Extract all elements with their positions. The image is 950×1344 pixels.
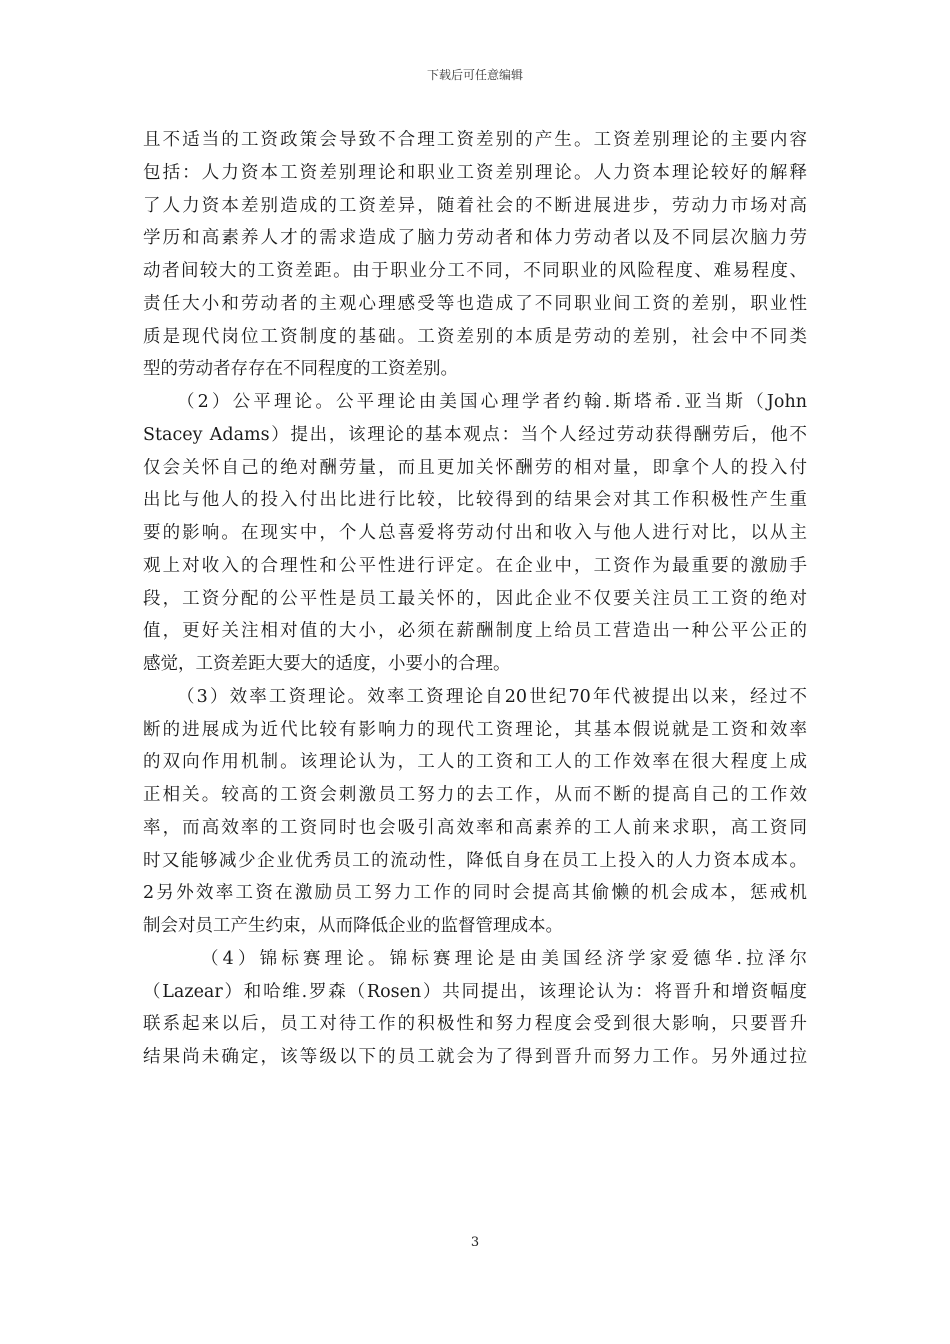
text-line: 了人力资本差别造成的工资差异，随着社会的不断进展进步，劳动力市场对高 [143, 195, 807, 216]
text-line: 学历和高素养人才的需求造成了脑力劳动者和体力劳动者以及不同层次脑力劳 [143, 228, 807, 249]
text-line: 包括：人力资本工资差别理论和职业工资差别理论。人力资本理论较好的解释 [143, 162, 807, 183]
page-number: 3 [470, 1235, 480, 1250]
text-line: 要的影响。在现实中，个人总喜爱将劳动付出和收入与他人进行对比，以从主 [143, 523, 807, 543]
text-line: 段，工资分配的公平性是员工最关怀的，因此企业不仅要关注员工工资的绝对 [143, 588, 807, 609]
text-line: 2另外效率工资在激励员工努力工作的同时会提高其偷懒的机会成本，惩戒机 [143, 883, 807, 904]
page-header: 下载后可任意编辑 [426, 68, 523, 82]
text-line: 仅会关怀自己的绝对酬劳量，而且更加关怀酬劳的相对量，即拿个人的投入付 [143, 457, 807, 478]
text-line: 联系起来以后，员工对待工作的积极性和努力程度会受到很大影响，只要晋升 [143, 1014, 807, 1035]
text-line: （2）公平理论。公平理论由美国心理学者约翰.斯塔希.亚当斯（John [177, 392, 807, 412]
text-line: 正相关。较高的工资会刺激员工努力的去工作，从而不断的提高自己的工作效 [143, 785, 807, 805]
text-line: 制会对员工产生约束，从而降低企业的监督管理成本。 [143, 916, 563, 936]
text-line: 动者间较大的工资差距。由于职业分工不同，不同职业的风险程度、难易程度、 [143, 261, 807, 281]
text-line: （4）锦标赛理论。锦标赛理论是由美国经济学家爱德华.拉泽尔 [201, 948, 807, 969]
body-text [143, 124, 807, 1074]
text-line: 观上对收入的合理性和公平性进行评定。在企业中，工资作为最重要的激励手 [143, 555, 807, 576]
text-line: 的双向作用机制。该理论认为，工人的工资和工人的工作效率在很大程度上成 [143, 752, 807, 773]
text-line: 型的劳动者存存在不同程度的工资差别。 [143, 359, 458, 380]
text-line: （Lazear）和哈维.罗森（Rosen）共同提出，该理论认为：将晋升和增资幅度 [143, 981, 807, 1002]
text-line: 感觉，工资差距大要大的适度，小要小的合理。 [143, 654, 511, 674]
text-line: 质是现代岗位工资制度的基础。工资差别的本质是劳动的差别，社会中不同类 [143, 326, 807, 347]
text-line: 时又能够减少企业优秀员工的流动性，降低自身在员工上投入的人力资本成本。 [143, 850, 807, 871]
text-line: 断的进展成为近代比较有影响力的现代工资理论，其基本假说就是工资和效率 [143, 719, 807, 740]
text-line: 责任大小和劳动者的主观心理感受等也造成了不同职业间工资的差别，职业性 [143, 293, 807, 314]
text-line: 值，更好关注相对值的大小，必须在薪酬制度上给员工营造出一种公平公正的 [143, 621, 807, 642]
text-line: 率，而高效率的工资同时也会吸引高效率和高素养的工人前来求职，高工资同 [143, 817, 807, 838]
text-line: 且不适当的工资政策会导致不合理工资差别的产生。工资差别理论的主要内容 [143, 130, 807, 150]
text-line: 结果尚未确定，该等级以下的员工就会为了得到晋升而努力工作。另外通过拉 [143, 1047, 807, 1067]
text-line: （3）效率工资理论。效率工资理论自20世纪70年代被提出以来，经过不 [177, 686, 807, 707]
text-line: 出比与他人的投入付出比进行比较，比较得到的结果会对其工作积极性产生重 [143, 490, 807, 511]
text-line: Stacey Adams）提出，该理论的基本观点：当个人经过劳动获得酬劳后，他不 [143, 424, 807, 445]
